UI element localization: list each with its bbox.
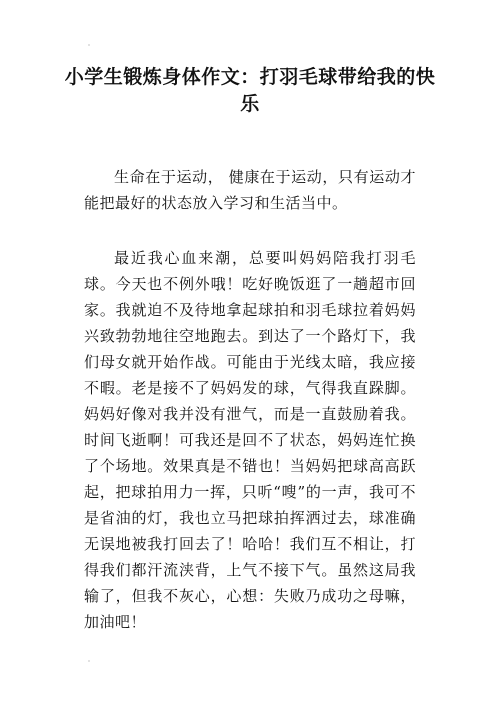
paragraph-intro: 生命在于运动， 健康在于运动，只有运动才能把最好的状态放入学习和生活当中。 <box>84 168 416 212</box>
paragraph-story: 最近我心血来潮，总要叫妈妈陪我打羽毛球。今天也不例外哦！吃好晚饭逛了一趟超市回家。我就迫不及待地拿起球拍和羽毛球拉着妈妈兴致勃勃地往空地跑去。到达了一个路灯下，我们母女就开始作战。可能由于光线太暗，我应接不暇。老是接不了妈妈发的球，气得我直跺脚。妈妈好像对我并没有泄气，而是一直鼓励着我。时间飞逝啊！可我还是回不了状态，妈妈连忙换了个场地。效果真是不错也！当妈妈把球高高跃起，把球拍用力一挥，只听“嗖”的一声，我可不是省油的灯，我也立马把球拍挥洒过去，球准确无误地被我打回去了！哈哈！我们互不相让，打得我们都汗流浃背，上气不接下气。虽然这局我输了，但我不灰心，心想：失败乃成功之母嘛，加油吧！ <box>84 249 416 631</box>
scan-speck <box>88 660 90 662</box>
document-title: 小学生锻炼身体作文：打羽毛球带给我的快乐 <box>64 66 436 115</box>
scan-speck <box>88 44 90 46</box>
